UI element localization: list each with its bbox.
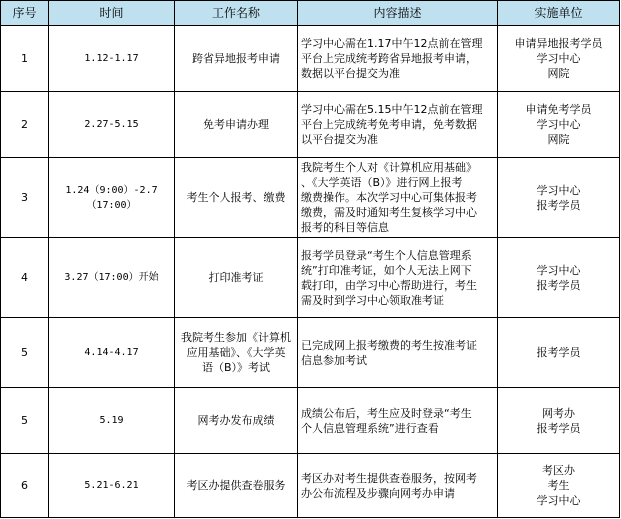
header-index: 序号	[1, 1, 49, 26]
cell-line: 我院考生个人对《计算机应用基础》	[301, 161, 477, 174]
cell-line: 缴费操作。本次学习中心可集体报考	[301, 191, 477, 204]
cell-line: 报考学员	[536, 198, 581, 212]
cell-line: 语（B）》考试	[201, 361, 271, 374]
cell-responsible-unit	[498, 318, 620, 388]
table-row	[1, 158, 620, 238]
table-row	[1, 238, 620, 318]
table-row	[1, 26, 620, 92]
cell-task-name	[175, 454, 298, 518]
cell-line: 我院考生参加《计算机	[181, 331, 291, 344]
cell-index: 5	[1, 388, 49, 454]
cell-time	[49, 454, 175, 518]
cell-responsible-unit	[498, 92, 620, 158]
cell-line: 网考办	[542, 406, 575, 420]
cell-line: 统”打印准考证，如个人无法上网下	[301, 263, 472, 277]
cell-line: 缴费，需及时通知考生复核学习中心	[301, 206, 477, 219]
cell-line: 学习中心	[536, 118, 581, 131]
cell-task-name	[175, 158, 298, 238]
cell-line: 以平台提交为准	[301, 133, 378, 146]
cell-task-name	[175, 238, 298, 318]
cell-line: 考生个人报考、缴费	[186, 191, 286, 204]
cell-line: 平台上完成统考免考申请，免考数据	[301, 118, 477, 131]
cell-line: 学习中心	[536, 52, 581, 65]
cell-line: 网考办发布成绩	[197, 414, 275, 427]
cell-line: 个人信息管理系统”进行查看	[301, 421, 439, 435]
header-task-name: 工作名称	[175, 1, 298, 26]
cell-description	[298, 454, 498, 518]
cell-line: 学习中心	[536, 263, 581, 277]
cell-line: 应用基础》、《大学英	[186, 346, 286, 359]
table-row	[1, 318, 620, 388]
cell-description	[298, 92, 498, 158]
cell-line: 申请异地报考学员	[514, 37, 603, 50]
cell-line: 4.14-4.17	[84, 347, 139, 358]
cell-line: 办公布流程及步骤向网考办申请	[301, 486, 455, 500]
header-time: 时间	[49, 1, 175, 26]
header-responsible-unit: 实施单位	[498, 1, 620, 26]
cell-line: 免考申请办理	[203, 118, 269, 131]
cell-description	[298, 158, 498, 238]
cell-line: 打印准考证	[208, 271, 264, 284]
cell-line: 报考学员	[536, 346, 581, 359]
cell-responsible-unit	[498, 238, 620, 318]
cell-task-name	[175, 388, 298, 454]
cell-line: 2.27-5.15	[84, 119, 139, 130]
cell-responsible-unit	[498, 454, 620, 518]
cell-line: 网院	[547, 67, 570, 80]
cell-index: 2	[1, 92, 49, 158]
table-row	[1, 454, 620, 518]
cell-line: 报考的科目等信息	[301, 221, 389, 234]
cell-line: 已完成网上报考缴费的考生按准考证	[301, 338, 477, 352]
cell-line: 网院	[547, 133, 570, 146]
cell-time	[49, 318, 175, 388]
cell-index: 6	[1, 454, 49, 518]
cell-description	[298, 388, 498, 454]
cell-index: 4	[1, 238, 49, 318]
cell-index: 5	[1, 318, 49, 388]
cell-time	[49, 238, 175, 318]
cell-line: 、《大学英语（B）》进行网上报考	[301, 176, 463, 189]
cell-responsible-unit	[498, 158, 620, 238]
cell-line: 跨省异地报考申请	[192, 52, 280, 65]
cell-index: 1	[1, 26, 49, 92]
cell-line: 考区办提供查卷服务	[186, 479, 286, 492]
cell-line: 成绩公布后，考生应及时登录“考生	[301, 406, 472, 420]
cell-line: 需及时到学习中心领取准考证	[301, 293, 444, 307]
cell-line: 3.27（17:00）开始	[64, 272, 159, 283]
cell-time	[49, 158, 175, 238]
cell-index: 3	[1, 158, 49, 238]
cell-description	[298, 238, 498, 318]
cell-line: 信息参加考试	[301, 353, 367, 367]
cell-line: 报考学员登录“考生个人信息管理系	[301, 248, 472, 262]
header-description: 内容描述	[298, 1, 498, 26]
cell-responsible-unit	[498, 26, 620, 92]
table-row	[1, 388, 620, 454]
table-header-row	[1, 1, 620, 26]
cell-line: 学习中心需在1.17中午12点前在管理	[301, 37, 483, 50]
cell-line: 学习中心	[536, 183, 581, 197]
table-body	[1, 26, 620, 518]
cell-line: 学习中心需在5.15中午12点前在管理	[301, 103, 483, 116]
cell-line: 5.21-6.21	[84, 480, 139, 491]
cell-responsible-unit	[498, 388, 620, 454]
cell-line: 载打印，由学习中心帮助进行，考生	[301, 278, 477, 292]
cell-line: （17:00）	[86, 199, 137, 211]
cell-line: 5.19	[99, 415, 124, 426]
table-row	[1, 92, 620, 158]
cell-line: 学习中心	[536, 494, 581, 507]
cell-task-name	[175, 26, 298, 92]
cell-line: 报考学员	[536, 421, 581, 435]
cell-time	[49, 26, 175, 92]
cell-time	[49, 388, 175, 454]
cell-line: 平台上完成统考跨省异地报考申请，	[301, 52, 477, 65]
cell-line: 考区办对考生提供查卷服务，按网考	[301, 471, 477, 485]
cell-line: 报考学员	[536, 278, 581, 292]
cell-line: 考生	[547, 479, 570, 492]
cell-task-name	[175, 92, 298, 158]
cell-line: 数据以平台提交为准	[301, 67, 400, 80]
cell-description	[298, 26, 498, 92]
cell-line: 1.12-1.17	[84, 53, 139, 64]
cell-time	[49, 92, 175, 158]
cell-task-name	[175, 318, 298, 388]
cell-line: 申请免考学员	[525, 103, 592, 116]
cell-description	[298, 318, 498, 388]
cell-line: 1.24（9:00）-2.7	[65, 184, 158, 196]
cell-line: 考区办	[542, 464, 575, 477]
